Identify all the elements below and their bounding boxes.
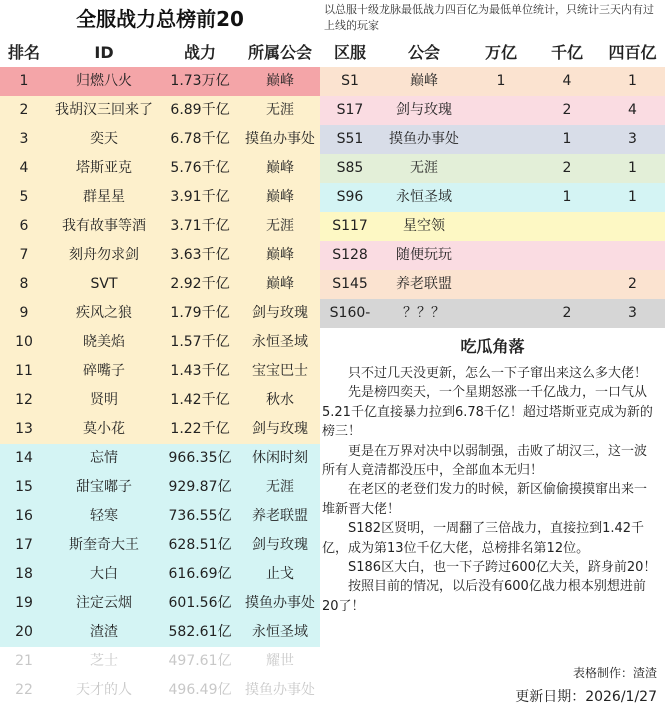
server-cell: S51 bbox=[336, 131, 364, 147]
trillion-count-cell bbox=[468, 154, 534, 183]
guild-cell: 巅峰 bbox=[266, 189, 294, 205]
guild-cell: 剑与玫瑰 bbox=[252, 305, 308, 321]
server-guild-cell: 无涯 bbox=[410, 160, 438, 176]
forty-billion-count-cell bbox=[600, 241, 665, 270]
player-id-cell: 我有故事等酒 bbox=[62, 218, 146, 234]
header-rank: 排名 bbox=[7, 43, 40, 62]
player-id-cell: 晓美焰 bbox=[83, 334, 125, 350]
table-row bbox=[0, 357, 320, 386]
guild-cell: 耀世 bbox=[266, 653, 294, 669]
guild-cell: 永恒圣域 bbox=[252, 334, 308, 350]
gossip-title: 吃瓜角落 bbox=[460, 337, 525, 356]
ranking-header bbox=[0, 38, 320, 67]
gossip-paragraph: 按照目前的情况，以后没有600亿战力根本别想进前20了！ bbox=[322, 579, 646, 614]
hundred-billion-count-cell bbox=[534, 241, 600, 270]
player-id-cell: 疾风之狼 bbox=[76, 305, 132, 321]
guild-cell: 巅峰 bbox=[266, 73, 294, 89]
guild-cell: 永恒圣域 bbox=[252, 624, 308, 640]
server-cell: S1 bbox=[341, 73, 359, 89]
table-row bbox=[0, 444, 320, 473]
forty-billion-count-cell: 1 bbox=[628, 73, 637, 89]
hundred-billion-count-cell: 4 bbox=[562, 73, 572, 89]
power-cell: 1.79千亿 bbox=[170, 305, 230, 321]
server-cell: S160- bbox=[329, 305, 371, 321]
rank-cell: 13 bbox=[15, 421, 33, 437]
server-guild-cell: 星空领 bbox=[403, 218, 445, 234]
guild-cell: 巅峰 bbox=[266, 276, 294, 292]
server-row bbox=[320, 183, 665, 212]
power-cell: 929.87亿 bbox=[168, 479, 232, 495]
rank-cell: 20 bbox=[15, 624, 33, 640]
player-id-cell: 贤明 bbox=[90, 392, 118, 408]
rank-cell: 3 bbox=[19, 131, 29, 147]
table-row bbox=[0, 183, 320, 212]
hundred-billion-count-cell: 2 bbox=[562, 102, 572, 118]
table-row bbox=[0, 647, 320, 676]
server-header bbox=[320, 38, 665, 67]
server-row bbox=[320, 154, 665, 183]
guild-cell: 无涯 bbox=[266, 479, 294, 495]
power-cell: 496.49亿 bbox=[168, 682, 232, 698]
rank-cell: 4 bbox=[19, 160, 29, 176]
power-cell: 6.78千亿 bbox=[170, 131, 230, 147]
player-id-cell: SVT bbox=[90, 276, 118, 292]
guild-cell: 无涯 bbox=[266, 102, 294, 118]
gossip-paragraph: 更是在万界对决中以弱制强，击败了胡汉三，这一波所有人竟清都没压中，全部血本无归！ bbox=[322, 443, 648, 479]
trillion-count-cell bbox=[468, 212, 534, 241]
update-date: 更新日期：2026/1/27 bbox=[515, 689, 657, 705]
trillion-count-cell bbox=[468, 241, 534, 270]
player-id-cell: 碎嘴子 bbox=[83, 363, 125, 379]
gossip-paragraph: 只不过几天没更新，怎么一下子窜出来这么多大佬！ bbox=[348, 366, 648, 381]
player-id-cell: 刻舟勿求剑 bbox=[69, 247, 139, 263]
table-row bbox=[0, 618, 320, 647]
forty-billion-count-cell: 2 bbox=[628, 276, 637, 292]
server-cell: S96 bbox=[336, 189, 364, 205]
guild-cell: 宝宝巴士 bbox=[252, 363, 308, 379]
rank-cell: 7 bbox=[19, 247, 29, 263]
guild-cell: 剑与玫瑰 bbox=[252, 537, 308, 553]
server-row bbox=[320, 299, 665, 328]
power-cell: 582.61亿 bbox=[168, 624, 232, 640]
guild-cell: 剑与玫瑰 bbox=[252, 421, 308, 437]
rank-cell: 22 bbox=[15, 682, 33, 698]
player-id-cell: 芝士 bbox=[90, 653, 118, 669]
power-cell: 2.92千亿 bbox=[170, 276, 230, 292]
header-server-guild: 公会 bbox=[407, 43, 440, 62]
rank-cell: 6 bbox=[19, 218, 29, 234]
ranking-title: 全服战力总榜前20 bbox=[76, 7, 244, 31]
guild-cell: 摸鱼办事处 bbox=[245, 682, 315, 698]
power-cell: 628.51亿 bbox=[168, 537, 232, 553]
table-row bbox=[0, 502, 320, 531]
header-forty-billion: 四百亿 bbox=[608, 43, 657, 62]
power-cell: 1.57千亿 bbox=[170, 334, 230, 350]
guild-cell: 养老联盟 bbox=[252, 508, 308, 524]
hundred-billion-count-cell bbox=[534, 212, 600, 241]
player-id-cell: 天才的人 bbox=[76, 682, 132, 698]
trillion-count-cell: 1 bbox=[496, 73, 506, 89]
table-row bbox=[0, 386, 320, 415]
table-row bbox=[0, 241, 320, 270]
power-cell: 966.35亿 bbox=[168, 450, 232, 466]
server-guild-cell: 剑与玫瑰 bbox=[396, 102, 452, 118]
table-row bbox=[0, 589, 320, 618]
rank-cell: 19 bbox=[15, 595, 33, 611]
guild-cell: 无涯 bbox=[266, 218, 294, 234]
server-guild-cell: 巅峰 bbox=[410, 73, 438, 89]
server-guild-cell: 养老联盟 bbox=[396, 276, 452, 292]
rank-cell: 18 bbox=[15, 566, 33, 582]
player-id-cell: 大白 bbox=[90, 566, 118, 582]
header-trillion: 万亿 bbox=[484, 43, 517, 62]
header-hundred-billion: 千亿 bbox=[550, 43, 583, 62]
rank-cell: 12 bbox=[15, 392, 33, 408]
power-cell: 3.63千亿 bbox=[170, 247, 230, 263]
ranking-panel bbox=[0, 0, 320, 705]
trillion-count-cell bbox=[468, 96, 534, 125]
server-row bbox=[320, 270, 665, 299]
player-id-cell: 甜宝嘟子 bbox=[76, 479, 132, 495]
rank-cell: 14 bbox=[15, 450, 33, 466]
server-cell: S85 bbox=[336, 160, 364, 176]
guild-cell: 摸鱼办事处 bbox=[245, 595, 315, 611]
hundred-billion-count-cell: 2 bbox=[562, 305, 572, 321]
forty-billion-count-cell bbox=[600, 212, 665, 241]
rank-cell: 5 bbox=[19, 189, 29, 205]
table-row bbox=[0, 299, 320, 328]
rank-cell: 15 bbox=[15, 479, 33, 495]
hundred-billion-count-cell: 2 bbox=[562, 160, 572, 176]
server-row bbox=[320, 212, 665, 241]
trillion-count-cell bbox=[468, 299, 534, 328]
power-cell: 1.73万亿 bbox=[170, 73, 230, 89]
power-cell: 3.91千亿 bbox=[170, 189, 230, 205]
hundred-billion-count-cell: 1 bbox=[562, 189, 572, 205]
power-cell: 1.42千亿 bbox=[170, 392, 230, 408]
player-id-cell: 轻寒 bbox=[90, 508, 118, 524]
gossip-paragraph: S182区贤明，一周翻了三倍战力，直接拉到1.42千亿，成为第13位千亿大佬，总榜排名第12位。 bbox=[322, 521, 645, 556]
header-id: ID bbox=[94, 43, 114, 62]
table-row bbox=[0, 270, 320, 299]
guild-cell: 秋水 bbox=[266, 392, 294, 408]
server-cell: S128 bbox=[332, 247, 368, 263]
gossip-paragraph: 先是榜四奕天，一个星期怒涨一千亿战力，一口气从5.21千亿直接暴力拉到6.78千亿！超过塔斯亚克成为新的榜三！ bbox=[322, 385, 653, 440]
server-guild-cell: 随便玩玩 bbox=[396, 247, 452, 263]
table-row bbox=[0, 96, 320, 125]
rank-cell: 1 bbox=[19, 73, 29, 89]
power-cell: 601.56亿 bbox=[168, 595, 232, 611]
gossip-paragraph: S186区大白，也一下子跨过600亿大关，跻身前20！ bbox=[348, 560, 657, 576]
trillion-count-cell bbox=[468, 183, 534, 212]
server-row bbox=[320, 96, 665, 125]
power-cell: 1.22千亿 bbox=[170, 421, 230, 437]
table-row bbox=[0, 676, 320, 705]
statistics-note: 以总服十级龙脉最低战力四百亿为最低单位统计，只统计三天内有过上线的玩家 bbox=[324, 3, 654, 32]
power-cell: 1.43千亿 bbox=[170, 363, 230, 379]
power-cell: 5.76千亿 bbox=[170, 160, 230, 176]
header-server: 区服 bbox=[333, 43, 366, 62]
server-row bbox=[320, 241, 665, 270]
player-id-cell: 我胡汉三回来了 bbox=[55, 102, 153, 118]
rank-cell: 21 bbox=[15, 653, 33, 669]
server-row bbox=[320, 67, 665, 96]
forty-billion-count-cell: 1 bbox=[628, 189, 637, 205]
hundred-billion-count-cell bbox=[534, 270, 600, 299]
ranking-rows bbox=[0, 67, 320, 705]
power-cell: 736.55亿 bbox=[168, 508, 232, 524]
server-rows bbox=[320, 67, 665, 328]
player-id-cell: 莫小花 bbox=[83, 421, 125, 437]
server-cell: S17 bbox=[336, 102, 364, 118]
server-cell: S117 bbox=[332, 218, 368, 234]
server-row bbox=[320, 125, 665, 154]
player-id-cell: 群星星 bbox=[83, 189, 125, 205]
rank-cell: 11 bbox=[15, 363, 33, 379]
power-cell: 3.71千亿 bbox=[170, 218, 230, 234]
player-id-cell: 归燃八火 bbox=[76, 73, 132, 89]
table-row bbox=[0, 531, 320, 560]
player-id-cell: 忘情 bbox=[90, 450, 118, 466]
table-credit: 表格制作：渣渣 bbox=[572, 666, 657, 680]
guild-cell: 摸鱼办事处 bbox=[245, 131, 315, 147]
gossip-paragraph: 在老区的老登们发力的时候，新区偷偷摸摸窜出来一堆新晋大佬！ bbox=[322, 482, 648, 517]
header-guild: 所属公会 bbox=[247, 43, 312, 62]
server-guild-cell: 摸鱼办事处 bbox=[389, 131, 459, 147]
table-row bbox=[0, 560, 320, 589]
power-cell: 497.61亿 bbox=[168, 653, 232, 669]
player-id-cell: 斯奎奇大王 bbox=[69, 537, 139, 553]
table-row bbox=[0, 212, 320, 241]
rank-cell: 17 bbox=[15, 537, 33, 553]
forty-billion-count-cell: 1 bbox=[628, 160, 637, 176]
trillion-count-cell bbox=[468, 125, 534, 154]
player-id-cell: 塔斯亚克 bbox=[76, 160, 132, 176]
player-id-cell: 渣渣 bbox=[90, 624, 118, 640]
server-guild-cell: 永恒圣域 bbox=[396, 189, 452, 205]
rank-cell: 16 bbox=[15, 508, 33, 524]
guild-cell: 休闲时刻 bbox=[252, 450, 308, 466]
rank-cell: 2 bbox=[19, 102, 29, 118]
header-power: 战力 bbox=[183, 43, 216, 62]
server-guild-cell: ？？？ bbox=[403, 305, 445, 321]
table-row bbox=[0, 67, 320, 96]
server-cell: S145 bbox=[332, 276, 368, 292]
rank-cell: 9 bbox=[19, 305, 29, 321]
hundred-billion-count-cell: 1 bbox=[562, 131, 572, 147]
table-row bbox=[0, 473, 320, 502]
player-id-cell: 奕天 bbox=[90, 131, 118, 147]
forty-billion-count-cell: 4 bbox=[628, 102, 637, 118]
server-panel bbox=[320, 0, 665, 616]
forty-billion-count-cell: 3 bbox=[628, 131, 637, 147]
gossip-body bbox=[320, 364, 665, 616]
rank-cell: 8 bbox=[19, 276, 29, 292]
power-cell: 6.89千亿 bbox=[170, 102, 230, 118]
rank-cell: 10 bbox=[15, 334, 33, 350]
guild-cell: 巅峰 bbox=[266, 247, 294, 263]
guild-cell: 巅峰 bbox=[266, 160, 294, 176]
table-row bbox=[0, 154, 320, 183]
table-row bbox=[0, 415, 320, 444]
trillion-count-cell bbox=[468, 270, 534, 299]
table-row bbox=[0, 125, 320, 154]
power-cell: 616.69亿 bbox=[168, 566, 232, 582]
player-id-cell: 注定云烟 bbox=[76, 595, 132, 611]
table-row bbox=[0, 328, 320, 357]
guild-cell: 止戈 bbox=[266, 566, 294, 582]
forty-billion-count-cell: 3 bbox=[628, 305, 637, 321]
